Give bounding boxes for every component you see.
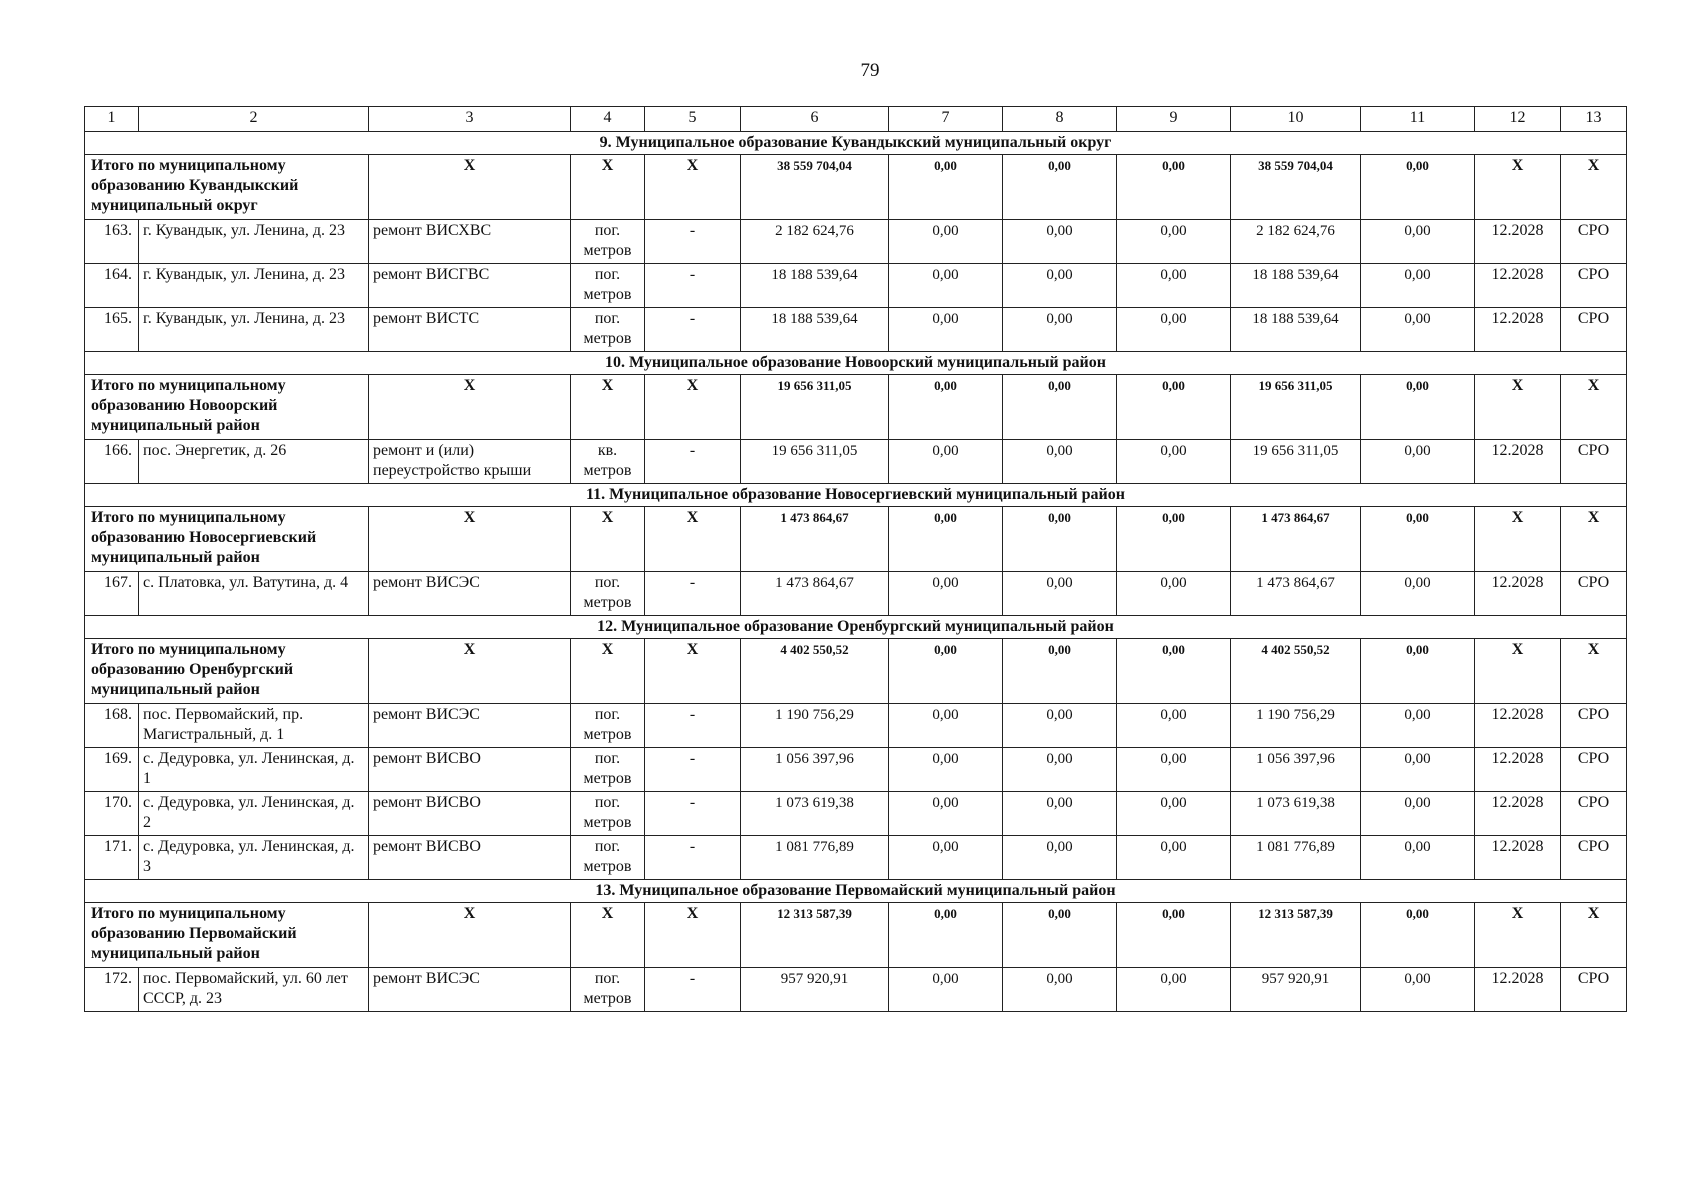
total-work-type: X — [369, 155, 571, 220]
total-volume: X — [645, 155, 741, 220]
work-type-cell: ремонт ВИСТС — [369, 308, 571, 352]
cost-cell: 1 081 776,89 — [741, 836, 889, 880]
section-header-row — [85, 484, 1627, 507]
total-deadline: X — [1475, 155, 1561, 220]
row-number: 169. — [85, 748, 139, 792]
federal-funds-cell: 0,00 — [889, 264, 1003, 308]
other-funds-cell: 0,00 — [1361, 440, 1475, 484]
total-owner-funds: 19 656 311,05 — [1231, 375, 1361, 440]
row-number: 167. — [85, 572, 139, 616]
other-funds-cell: 0,00 — [1361, 572, 1475, 616]
unit-cell: пог. метров — [571, 968, 645, 1012]
total-other-funds: 0,00 — [1361, 903, 1475, 968]
local-funds-cell: 0,00 — [1117, 836, 1231, 880]
volume-cell: - — [645, 704, 741, 748]
row-number: 163. — [85, 220, 139, 264]
section-header-row — [85, 352, 1627, 375]
total-method: X — [1561, 903, 1627, 968]
method-cell: СРО — [1561, 308, 1627, 352]
total-other-funds: 0,00 — [1361, 375, 1475, 440]
owner-funds-cell: 1 473 864,67 — [1231, 572, 1361, 616]
method-cell: СРО — [1561, 792, 1627, 836]
regional-funds-cell: 0,00 — [1003, 264, 1117, 308]
total-cost: 4 402 550,52 — [741, 639, 889, 704]
deadline-cell: 12.2028 — [1475, 220, 1561, 264]
total-row — [85, 155, 1627, 220]
total-regional-funds: 0,00 — [1003, 507, 1117, 572]
section-title: 12. Муниципальное образование Оренбургский муниципальный район — [85, 616, 1627, 639]
table-row — [85, 220, 1627, 264]
other-funds-cell: 0,00 — [1361, 704, 1475, 748]
cost-cell: 1 056 397,96 — [741, 748, 889, 792]
total-method: X — [1561, 507, 1627, 572]
method-cell: СРО — [1561, 836, 1627, 880]
table-row — [85, 704, 1627, 748]
total-other-funds: 0,00 — [1361, 155, 1475, 220]
total-cost: 1 473 864,67 — [741, 507, 889, 572]
total-method: X — [1561, 375, 1627, 440]
federal-funds-cell: 0,00 — [889, 748, 1003, 792]
column-number: 1 — [85, 107, 139, 132]
address-cell: г. Кувандык, ул. Ленина, д. 23 — [139, 220, 369, 264]
section-title: 9. Муниципальное образование Кувандыкский муниципальный округ — [85, 132, 1627, 155]
regional-funds-cell: 0,00 — [1003, 440, 1117, 484]
total-volume: X — [645, 639, 741, 704]
work-type-cell: ремонт ВИСВО — [369, 836, 571, 880]
regional-funds-cell: 0,00 — [1003, 748, 1117, 792]
unit-cell: пог. метров — [571, 836, 645, 880]
regional-funds-cell: 0,00 — [1003, 836, 1117, 880]
total-owner-funds: 12 313 587,39 — [1231, 903, 1361, 968]
section-header-row — [85, 616, 1627, 639]
cost-cell: 1 073 619,38 — [741, 792, 889, 836]
work-type-cell: ремонт ВИСГВС — [369, 264, 571, 308]
column-number: 13 — [1561, 107, 1627, 132]
total-other-funds: 0,00 — [1361, 507, 1475, 572]
local-funds-cell: 0,00 — [1117, 572, 1231, 616]
method-cell: СРО — [1561, 748, 1627, 792]
method-cell: СРО — [1561, 572, 1627, 616]
total-volume: X — [645, 903, 741, 968]
total-volume: X — [645, 507, 741, 572]
federal-funds-cell: 0,00 — [889, 836, 1003, 880]
column-number: 12 — [1475, 107, 1561, 132]
table-row — [85, 308, 1627, 352]
work-type-cell: ремонт ВИСХВС — [369, 220, 571, 264]
total-unit: X — [571, 639, 645, 704]
total-method: X — [1561, 639, 1627, 704]
cost-cell: 2 182 624,76 — [741, 220, 889, 264]
local-funds-cell: 0,00 — [1117, 704, 1231, 748]
column-number: 9 — [1117, 107, 1231, 132]
deadline-cell: 12.2028 — [1475, 792, 1561, 836]
table-row — [85, 264, 1627, 308]
column-number: 7 — [889, 107, 1003, 132]
local-funds-cell: 0,00 — [1117, 440, 1231, 484]
row-number: 166. — [85, 440, 139, 484]
federal-funds-cell: 0,00 — [889, 572, 1003, 616]
local-funds-cell: 0,00 — [1117, 308, 1231, 352]
work-type-cell: ремонт ВИСЭС — [369, 572, 571, 616]
volume-cell: - — [645, 220, 741, 264]
volume-cell: - — [645, 968, 741, 1012]
capital-repair-table — [84, 106, 1627, 1012]
column-number: 5 — [645, 107, 741, 132]
total-method: X — [1561, 155, 1627, 220]
total-federal-funds: 0,00 — [889, 639, 1003, 704]
federal-funds-cell: 0,00 — [889, 792, 1003, 836]
cost-cell: 957 920,91 — [741, 968, 889, 1012]
table-body — [85, 107, 1627, 1012]
table-row — [85, 572, 1627, 616]
local-funds-cell: 0,00 — [1117, 968, 1231, 1012]
address-cell: пос. Первомайский, пр. Магистральный, д. 1 — [139, 704, 369, 748]
total-unit: X — [571, 375, 645, 440]
table-row — [85, 440, 1627, 484]
cost-cell: 18 188 539,64 — [741, 308, 889, 352]
federal-funds-cell: 0,00 — [889, 968, 1003, 1012]
address-cell: пос. Первомайский, ул. 60 лет СССР, д. 23 — [139, 968, 369, 1012]
total-row — [85, 507, 1627, 572]
other-funds-cell: 0,00 — [1361, 264, 1475, 308]
row-number: 164. — [85, 264, 139, 308]
regional-funds-cell: 0,00 — [1003, 308, 1117, 352]
section-title: 11. Муниципальное образование Новосергиевский муниципальный район — [85, 484, 1627, 507]
other-funds-cell: 0,00 — [1361, 792, 1475, 836]
row-number: 172. — [85, 968, 139, 1012]
table-row — [85, 968, 1627, 1012]
address-cell: с. Дедуровка, ул. Ленинская, д. 2 — [139, 792, 369, 836]
total-owner-funds: 1 473 864,67 — [1231, 507, 1361, 572]
cost-cell: 1 473 864,67 — [741, 572, 889, 616]
total-row — [85, 375, 1627, 440]
method-cell: СРО — [1561, 704, 1627, 748]
total-federal-funds: 0,00 — [889, 903, 1003, 968]
work-type-cell: ремонт ВИСЭС — [369, 704, 571, 748]
total-cost: 12 313 587,39 — [741, 903, 889, 968]
total-work-type: X — [369, 375, 571, 440]
total-local-funds: 0,00 — [1117, 639, 1231, 704]
section-title: 13. Муниципальное образование Первомайский муниципальный район — [85, 880, 1627, 903]
federal-funds-cell: 0,00 — [889, 220, 1003, 264]
total-cost: 38 559 704,04 — [741, 155, 889, 220]
total-unit: X — [571, 903, 645, 968]
work-type-cell: ремонт ВИСВО — [369, 748, 571, 792]
table-row — [85, 748, 1627, 792]
total-deadline: X — [1475, 507, 1561, 572]
cost-cell: 1 190 756,29 — [741, 704, 889, 748]
federal-funds-cell: 0,00 — [889, 440, 1003, 484]
federal-funds-cell: 0,00 — [889, 704, 1003, 748]
unit-cell: пог. метров — [571, 308, 645, 352]
total-other-funds: 0,00 — [1361, 639, 1475, 704]
owner-funds-cell: 18 188 539,64 — [1231, 264, 1361, 308]
total-regional-funds: 0,00 — [1003, 639, 1117, 704]
section-header-row — [85, 132, 1627, 155]
address-cell: пос. Энергетик, д. 26 — [139, 440, 369, 484]
column-number: 8 — [1003, 107, 1117, 132]
total-work-type: X — [369, 903, 571, 968]
deadline-cell: 12.2028 — [1475, 264, 1561, 308]
deadline-cell: 12.2028 — [1475, 572, 1561, 616]
unit-cell: пог. метров — [571, 572, 645, 616]
volume-cell: - — [645, 792, 741, 836]
table-row — [85, 792, 1627, 836]
total-federal-funds: 0,00 — [889, 375, 1003, 440]
total-federal-funds: 0,00 — [889, 507, 1003, 572]
address-cell: г. Кувандык, ул. Ленина, д. 23 — [139, 264, 369, 308]
cost-cell: 18 188 539,64 — [741, 264, 889, 308]
column-number: 10 — [1231, 107, 1361, 132]
address-cell: с. Дедуровка, ул. Ленинская, д. 3 — [139, 836, 369, 880]
method-cell: СРО — [1561, 264, 1627, 308]
unit-cell: пог. метров — [571, 704, 645, 748]
total-local-funds: 0,00 — [1117, 155, 1231, 220]
deadline-cell: 12.2028 — [1475, 748, 1561, 792]
unit-cell: пог. метров — [571, 748, 645, 792]
deadline-cell: 12.2028 — [1475, 440, 1561, 484]
work-type-cell: ремонт ВИСЭС — [369, 968, 571, 1012]
volume-cell: - — [645, 572, 741, 616]
column-number: 11 — [1361, 107, 1475, 132]
total-volume: X — [645, 375, 741, 440]
total-label: Итого по муниципальному образованию Новосергиевский муниципальный район — [85, 507, 369, 572]
other-funds-cell: 0,00 — [1361, 220, 1475, 264]
local-funds-cell: 0,00 — [1117, 220, 1231, 264]
federal-funds-cell: 0,00 — [889, 308, 1003, 352]
work-type-cell: ремонт ВИСВО — [369, 792, 571, 836]
method-cell: СРО — [1561, 440, 1627, 484]
method-cell: СРО — [1561, 220, 1627, 264]
deadline-cell: 12.2028 — [1475, 836, 1561, 880]
section-header-row — [85, 880, 1627, 903]
total-owner-funds: 4 402 550,52 — [1231, 639, 1361, 704]
total-row — [85, 903, 1627, 968]
total-label: Итого по муниципальному образованию Новоорский муниципальный район — [85, 375, 369, 440]
unit-cell: пог. метров — [571, 264, 645, 308]
deadline-cell: 12.2028 — [1475, 968, 1561, 1012]
volume-cell: - — [645, 748, 741, 792]
column-number: 4 — [571, 107, 645, 132]
cost-cell: 19 656 311,05 — [741, 440, 889, 484]
total-owner-funds: 38 559 704,04 — [1231, 155, 1361, 220]
regional-funds-cell: 0,00 — [1003, 572, 1117, 616]
volume-cell: - — [645, 836, 741, 880]
total-local-funds: 0,00 — [1117, 375, 1231, 440]
regional-funds-cell: 0,00 — [1003, 704, 1117, 748]
other-funds-cell: 0,00 — [1361, 748, 1475, 792]
column-number: 6 — [741, 107, 889, 132]
address-cell: с. Дедуровка, ул. Ленинская, д. 1 — [139, 748, 369, 792]
total-deadline: X — [1475, 903, 1561, 968]
owner-funds-cell: 2 182 624,76 — [1231, 220, 1361, 264]
owner-funds-cell: 1 056 397,96 — [1231, 748, 1361, 792]
total-local-funds: 0,00 — [1117, 903, 1231, 968]
total-label: Итого по муниципальному образованию Первомайский муниципальный район — [85, 903, 369, 968]
regional-funds-cell: 0,00 — [1003, 792, 1117, 836]
volume-cell: - — [645, 440, 741, 484]
unit-cell: пог. метров — [571, 792, 645, 836]
total-deadline: X — [1475, 375, 1561, 440]
volume-cell: - — [645, 308, 741, 352]
total-label: Итого по муниципальному образованию Оренбургский муниципальный район — [85, 639, 369, 704]
row-number: 171. — [85, 836, 139, 880]
table-row — [85, 836, 1627, 880]
total-regional-funds: 0,00 — [1003, 903, 1117, 968]
total-work-type: X — [369, 639, 571, 704]
method-cell: СРО — [1561, 968, 1627, 1012]
regional-funds-cell: 0,00 — [1003, 968, 1117, 1012]
total-regional-funds: 0,00 — [1003, 375, 1117, 440]
row-number: 170. — [85, 792, 139, 836]
other-funds-cell: 0,00 — [1361, 308, 1475, 352]
row-number: 168. — [85, 704, 139, 748]
column-number: 3 — [369, 107, 571, 132]
owner-funds-cell: 1 073 619,38 — [1231, 792, 1361, 836]
deadline-cell: 12.2028 — [1475, 704, 1561, 748]
owner-funds-cell: 957 920,91 — [1231, 968, 1361, 1012]
local-funds-cell: 0,00 — [1117, 264, 1231, 308]
total-row — [85, 639, 1627, 704]
other-funds-cell: 0,00 — [1361, 836, 1475, 880]
total-work-type: X — [369, 507, 571, 572]
page-number: 79 — [860, 60, 880, 81]
column-number: 2 — [139, 107, 369, 132]
total-regional-funds: 0,00 — [1003, 155, 1117, 220]
regional-funds-cell: 0,00 — [1003, 220, 1117, 264]
total-label: Итого по муниципальному образованию Кувандыкский муниципальный округ — [85, 155, 369, 220]
volume-cell: - — [645, 264, 741, 308]
owner-funds-cell: 18 188 539,64 — [1231, 308, 1361, 352]
other-funds-cell: 0,00 — [1361, 968, 1475, 1012]
address-cell: г. Кувандык, ул. Ленина, д. 23 — [139, 308, 369, 352]
unit-cell: кв. метров — [571, 440, 645, 484]
deadline-cell: 12.2028 — [1475, 308, 1561, 352]
section-title: 10. Муниципальное образование Новоорский муниципальный район — [85, 352, 1627, 375]
owner-funds-cell: 19 656 311,05 — [1231, 440, 1361, 484]
address-cell: с. Платовка, ул. Ватутина, д. 4 — [139, 572, 369, 616]
owner-funds-cell: 1 081 776,89 — [1231, 836, 1361, 880]
unit-cell: пог. метров — [571, 220, 645, 264]
total-deadline: X — [1475, 639, 1561, 704]
total-unit: X — [571, 155, 645, 220]
local-funds-cell: 0,00 — [1117, 792, 1231, 836]
total-local-funds: 0,00 — [1117, 507, 1231, 572]
row-number: 165. — [85, 308, 139, 352]
local-funds-cell: 0,00 — [1117, 748, 1231, 792]
total-unit: X — [571, 507, 645, 572]
total-cost: 19 656 311,05 — [741, 375, 889, 440]
total-federal-funds: 0,00 — [889, 155, 1003, 220]
owner-funds-cell: 1 190 756,29 — [1231, 704, 1361, 748]
work-type-cell: ремонт и (или) переустройство крыши — [369, 440, 571, 484]
column-numbers-row — [85, 107, 1627, 132]
